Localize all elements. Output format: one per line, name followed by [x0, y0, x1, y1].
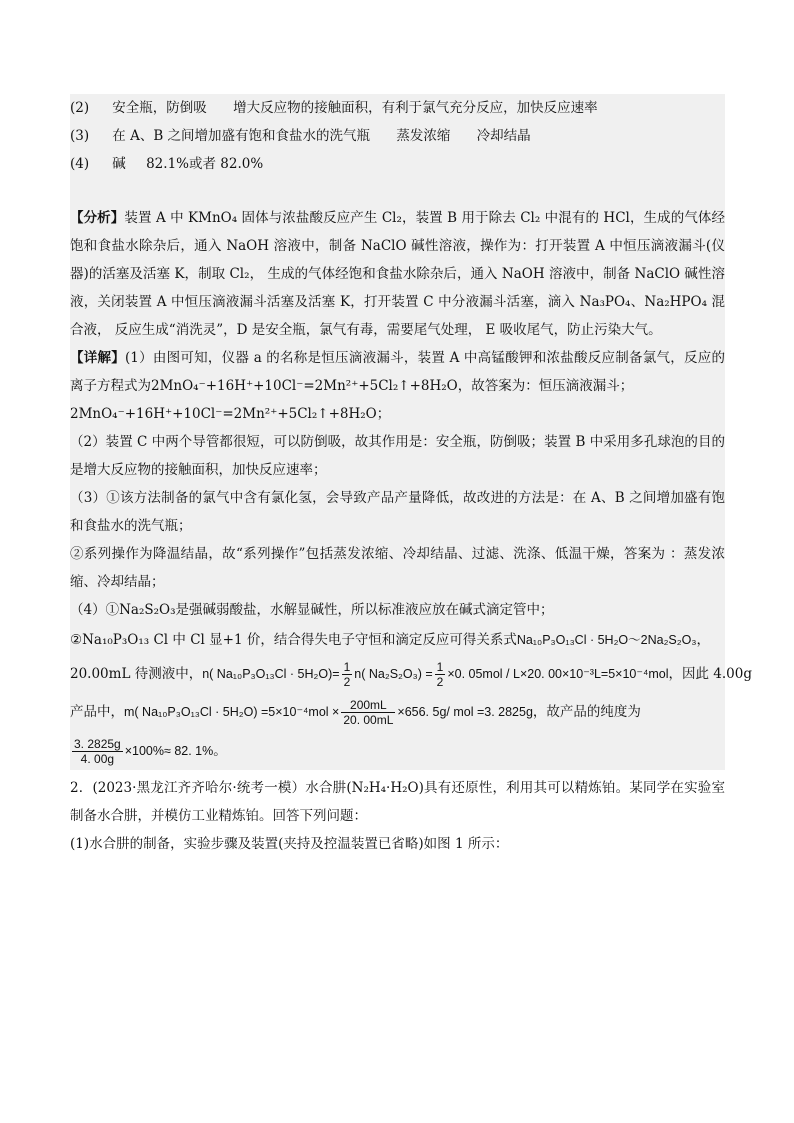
detail-paragraph-9: [70, 732, 725, 770]
detail-text: 20.00mL 待测液中，: [70, 666, 203, 682]
detail-paragraph-1: [70, 344, 725, 400]
purity-value: ×100%≈ 82. 1%: [124, 744, 214, 758]
fraction-denominator: 2: [436, 675, 444, 689]
fraction-numerator: 200mL: [341, 698, 395, 713]
detail-text: ，故答案为：恒压滴液漏斗；: [457, 378, 634, 394]
answer-number: (4): [70, 156, 90, 172]
volume-fraction: [341, 698, 395, 727]
relation-formula: Na₁₀P₃O₁₃Cl · 5H₂O～2Na₂S₂O₃: [516, 633, 697, 647]
fraction-numerator: 1: [436, 660, 444, 674]
question-2-sub-1: (1)水合肼的制备，实验步骤及装置(夹持及控温装置已省略)如图 1 所示：: [70, 836, 509, 852]
question-2-intro: 2．(2023·黑龙江齐齐哈尔·统考一模）水合肼(N₂H₄·H₂O)具有还原性，利用其可以精炼铂。某同学在实验室制备水合肼，并模仿工业精炼铂。回答下列问题：: [70, 780, 725, 824]
analysis-text: 装置 A 中 KMnO₄ 固体与浓盐酸反应产生 Cl₂，装置 B 用于除去 Cl₂ 中混有的 HCl，生成的气体经饱和食盐水除杂后，通入 NaOH 溶液中，制备 NaClO 碱性溶液，操作为：打开装置 A 中恒压滴液漏斗(仪器)的活塞及活塞 K，制取 Cl₂， 生成的气体经饱和食盐水除杂后，通入 NaOH 溶液中，制备 NaClO 碱性溶液，关闭装置 A 中恒压滴液漏斗活塞及活塞 K，打开装置 C 中分液漏斗活塞，滴入 Na₃PO₄、Na₂HPO₄ 混合液， 反应生成“消洗灵”，D 是安全瓶，氯气有毒，需要尾气处理， E 吸收尾气，防止污染大气。: [70, 210, 725, 338]
fraction-denominator: 4. 00g: [80, 752, 115, 766]
answer-part: 蒸发浓缩: [396, 128, 451, 144]
detail-text: 产品中，: [70, 704, 124, 720]
answer-3: [70, 122, 725, 150]
answer-block: [70, 94, 752, 770]
answer-part: 82.1%或者 82.0%: [146, 156, 264, 172]
detail-paragraph-5: （4）①Na₂S₂O₃是强碱弱酸盐，水解显碱性，所以标准液应放在碱式滴定管中；: [70, 602, 554, 618]
detail-text: ，故产品的纯度为: [532, 704, 641, 720]
analysis-paragraph: [70, 204, 725, 344]
answer-part: 在 A、B 之间增加盛有饱和食盐水的洗气瓶: [112, 128, 371, 144]
ionic-equation: 2MnO₄⁻+16H⁺+10Cl⁻=2Mn²⁺+5Cl₂↑+8H₂O: [151, 378, 458, 394]
analysis-tag: 【分析】: [70, 210, 125, 226]
detail-text: (1）由图可知，仪器 a 的名称是恒压滴液漏斗，装置 A 中高锰酸钾和浓盐酸反应制备氯气，反应的离子方程式为: [70, 350, 725, 394]
half-fraction: [342, 660, 353, 689]
detail-paragraph-6: [70, 624, 725, 656]
punctuation: ，: [696, 632, 710, 648]
answer-4: [70, 150, 725, 178]
document-page: [70, 94, 752, 858]
detail-text: ②Na₁₀P₃O₁₃ Cl 中 Cl 显+1 价，结合得失电子守恒和滴定反应可得关系式: [70, 632, 517, 648]
equation-line: [70, 400, 725, 428]
detail-paragraph-8: [70, 692, 725, 732]
punctuation: 。: [213, 743, 227, 759]
detail-text: ，因此 4.00g: [668, 666, 752, 682]
detail-paragraph-2: （2）装置 C 中两个导管都很短，可以防倒吸，故其作用是：安全瓶，防倒吸；装置 B 中采用多孔球泡的目的是增大反应物的接触面积，加快反应速率；: [70, 434, 725, 478]
ionic-equation: 2MnO₄⁻+16H⁺+10Cl⁻=2Mn²⁺+5Cl₂↑+8H₂O: [70, 406, 377, 422]
moles-expression: n( Na₂S₂O₃) =: [354, 667, 433, 681]
fraction-denominator: 20. 00mL: [343, 713, 394, 727]
mass-expression: m( Na₁₀P₃O₁₃Cl · 5H₂O) =5×10⁻⁴mol ×: [124, 705, 340, 719]
detail-tag: 【详解】: [70, 350, 126, 366]
answer-part: 安全瓶，防倒吸: [112, 100, 207, 116]
fraction-numerator: 3. 2825g: [74, 737, 121, 751]
mass-value: ×656. 5g/ mol =3. 2825g: [397, 705, 533, 719]
detail-paragraph-7: [70, 656, 752, 692]
purity-fraction: [72, 737, 123, 766]
answer-part: 增大反应物的接触面积，有利于氯气充分反应，加快反应速率: [233, 100, 598, 116]
fraction-denominator: 2: [343, 675, 351, 689]
answer-number: (3): [70, 128, 90, 144]
answer-number: (2): [70, 100, 90, 116]
half-fraction: [435, 660, 446, 689]
detail-paragraph-3: （3）①该方法制备的氯气中含有氯化氢，会导致产品产量降低，故改进的方法是：在 A、B 之间增加盛有饱和食盐水的洗气瓶；: [70, 490, 725, 534]
detail-paragraph-4: ②系列操作为降温结晶，故“系列操作”包括蒸发浓缩、冷却结晶、过滤、洗涤、低温干燥，答案为 ：蒸发浓缩、冷却结晶；: [70, 546, 725, 590]
fraction-numerator: 1: [343, 660, 351, 674]
punctuation: ；: [376, 406, 391, 422]
answer-part: 碱: [112, 156, 126, 172]
moles-expression: n( Na₁₀P₃O₁₃Cl · 5H₂O)=: [202, 667, 340, 681]
answer-2: [70, 94, 725, 122]
answer-part: 冷却结晶: [476, 128, 531, 144]
moles-value: ×0. 05mol / L×20. 00×10⁻³L=5×10⁻⁴mol: [447, 667, 669, 681]
